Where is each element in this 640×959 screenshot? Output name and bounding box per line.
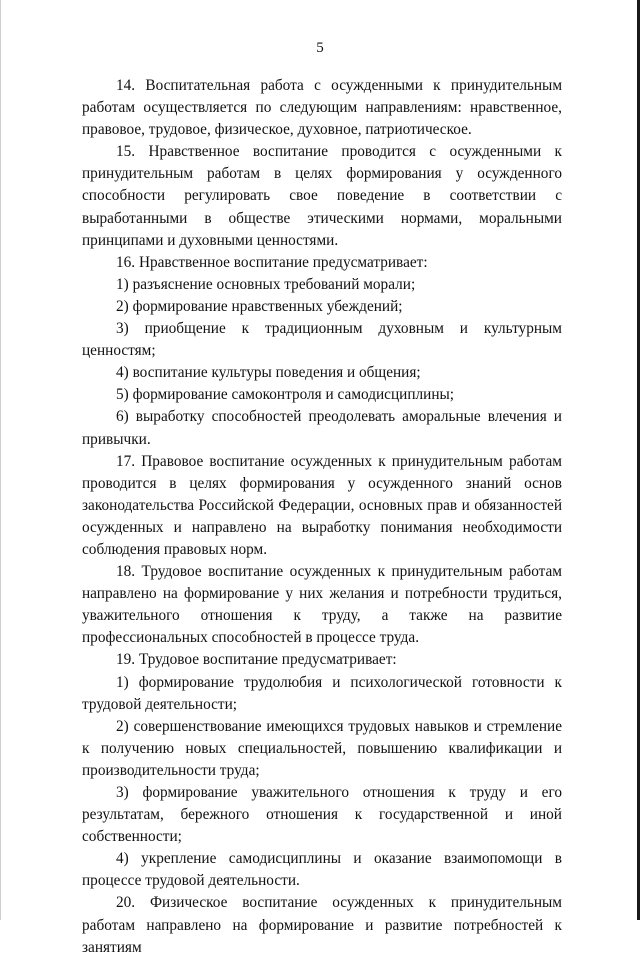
- list-item-16-2: 2) формирование нравственных убеждений;: [116, 297, 403, 315]
- paragraph-14: 14. Воспитательная работа с осужденными к принудительным работам осуществляется по следующим направлениям: нравственное, правовое, трудовое, физическое, духовное, патриотическое.: [82, 77, 562, 139]
- list-item-19-2: 2) совершенствование имеющихся трудовых навыков и стремление к получению новых специальностей, повышению квалификации и производительности труда;: [82, 717, 562, 779]
- list-item-16-1: 1) разъяснение основных требований морали;: [116, 275, 416, 293]
- page-number: 5: [316, 40, 324, 56]
- paragraph-19: 19. Трудовое воспитание предусматривает:: [116, 651, 397, 669]
- list-item-16-3: 3) приобщение к традиционным духовным и культурным ценностям;: [82, 320, 562, 360]
- list-item-19-1: 1) формирование трудолюбия и психологической готовности к трудовой деятельности;: [82, 673, 562, 713]
- list-item-16-5: 5) формирование самоконтроля и самодисциплины;: [116, 386, 455, 404]
- page-left-edge: [0, 0, 1, 920]
- paragraph-17: 17. Правовое воспитание осужденных к принудительным работам проводится в целях формирования у осужденного знаний основ законодательства Российской Федерации, основных прав и обязанностей осужденных и направлено на выработку понимания необходимости соблюдения правовых норм.: [82, 452, 562, 558]
- document-body: [82, 75, 562, 956]
- list-item-19-4: 4) укрепление самодисциплины и оказание взаимопомощи в процессе трудовой деятельности.: [82, 850, 562, 890]
- list-item-19-3: 3) формирование уважительного отношения к труду и его результатам, бережного отношения к государственной и иной собственности;: [82, 784, 562, 846]
- list-item-16-6: 6) выработку способностей преодолевать аморальные влечения и привычки.: [82, 408, 562, 448]
- paragraph-20: 20. Физическое воспитание осужденных к принудительным работам направлено на формирование и развитие потребностей к занятиям: [82, 894, 562, 956]
- paragraph-18: 18. Трудовое воспитание осужденных к принудительным работам направлено на формирование у них желания и потребности трудиться, уважительного отношения к труду, а также на развитие профессиональных способностей в процессе труда.: [82, 563, 562, 647]
- paragraph-16: 16. Нравственное воспитание предусматривает:: [116, 253, 428, 271]
- list-item-16-4: 4) воспитание культуры поведения и общения;: [116, 364, 421, 382]
- paragraph-15: 15. Нравственное воспитание проводится с осужденными к принудительным работам в целях формирования у осужденного способности регулировать свое поведение в соответствии с выработанными в обществе этическими нормами, моральными принципами и духовными ценностями.: [82, 143, 562, 249]
